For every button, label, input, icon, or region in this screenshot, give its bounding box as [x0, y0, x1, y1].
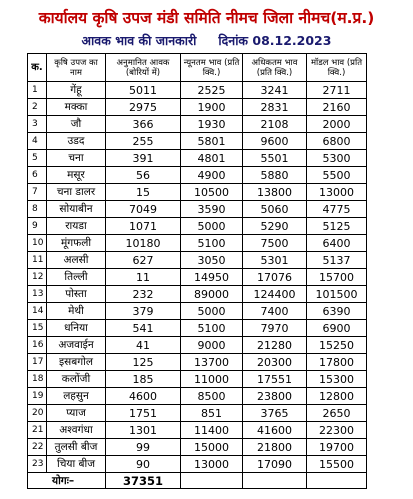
min-price-cell: 5100 [181, 320, 243, 337]
commodity-name-cell: चना [47, 150, 106, 167]
total-label: योगः– [28, 473, 106, 489]
modal-price-cell: 15300 [307, 371, 367, 388]
commodity-name-cell: मक्का [47, 99, 106, 116]
serial-cell: 13 [28, 286, 47, 303]
arrival-cell: 99 [106, 439, 181, 456]
modal-price-cell: 12800 [307, 388, 367, 405]
modal-price-cell: 22300 [307, 422, 367, 439]
min-price-cell: 10500 [181, 184, 243, 201]
min-price-cell: 8500 [181, 388, 243, 405]
total-empty-cell [181, 473, 243, 489]
arrival-cell: 627 [106, 252, 181, 269]
arrival-cell: 366 [106, 116, 181, 133]
arrival-cell: 41 [106, 337, 181, 354]
commodity-name-cell: अजवाईन [47, 337, 106, 354]
arrival-cell: 56 [106, 167, 181, 184]
table-row [28, 320, 367, 337]
arrival-cell: 90 [106, 456, 181, 473]
table-row [28, 218, 367, 235]
commodity-name-cell: तिल्ली [47, 269, 106, 286]
max-price-cell: 7400 [243, 303, 307, 320]
serial-cell: 14 [28, 303, 47, 320]
max-price-cell: 5290 [243, 218, 307, 235]
commodity-name-cell: लहसुन [47, 388, 106, 405]
min-price-cell: 11400 [181, 422, 243, 439]
min-price-cell: 11000 [181, 371, 243, 388]
modal-price-cell: 5125 [307, 218, 367, 235]
arrival-cell: 125 [106, 354, 181, 371]
arrival-cell: 5011 [106, 82, 181, 99]
modal-price-cell: 2000 [307, 116, 367, 133]
serial-cell: 3 [28, 116, 47, 133]
min-price-cell: 14950 [181, 269, 243, 286]
min-price-cell: 1900 [181, 99, 243, 116]
max-price-cell: 5301 [243, 252, 307, 269]
min-price-cell: 13000 [181, 456, 243, 473]
serial-cell: 23 [28, 456, 47, 473]
commodity-name-cell: अलसी [47, 252, 106, 269]
min-price-cell: 3590 [181, 201, 243, 218]
table-body [28, 82, 367, 473]
column-header-serial: क. [28, 54, 47, 82]
arrival-cell: 1751 [106, 405, 181, 422]
table-row [28, 422, 367, 439]
modal-price-cell: 5500 [307, 167, 367, 184]
table-row [28, 167, 367, 184]
max-price-cell: 2108 [243, 116, 307, 133]
modal-price-cell: 2711 [307, 82, 367, 99]
commodity-name-cell: धनिया [47, 320, 106, 337]
report-date: दिनांक 08.12.2023 [218, 33, 332, 48]
min-price-cell: 5100 [181, 235, 243, 252]
commodity-name-cell: रायडा [47, 218, 106, 235]
max-price-cell: 21800 [243, 439, 307, 456]
commodity-name-cell: इसबगोल [47, 354, 106, 371]
min-price-cell: 13700 [181, 354, 243, 371]
serial-cell: 22 [28, 439, 47, 456]
arrival-cell: 391 [106, 150, 181, 167]
min-price-cell: 1930 [181, 116, 243, 133]
serial-cell: 2 [28, 99, 47, 116]
modal-price-cell: 17800 [307, 354, 367, 371]
table-row [28, 303, 367, 320]
modal-price-cell: 2160 [307, 99, 367, 116]
max-price-cell: 5501 [243, 150, 307, 167]
modal-price-cell: 101500 [307, 286, 367, 303]
max-price-cell: 17551 [243, 371, 307, 388]
table-row [28, 99, 367, 116]
arrival-cell: 185 [106, 371, 181, 388]
serial-cell: 4 [28, 133, 47, 150]
commodity-name-cell: जौ [47, 116, 106, 133]
column-header-arrival: अनुमानित आवक (बोरियों में) [106, 54, 181, 82]
serial-cell: 12 [28, 269, 47, 286]
commodity-name-cell: कलोंजी [47, 371, 106, 388]
min-price-cell: 2525 [181, 82, 243, 99]
table-row [28, 252, 367, 269]
column-header-min-price: न्यूनतम भाव (प्रति क्वि.) [181, 54, 243, 82]
arrival-cell: 1301 [106, 422, 181, 439]
report-subtitle [0, 32, 413, 49]
serial-cell: 9 [28, 218, 47, 235]
commodity-name-cell: उडद [47, 133, 106, 150]
total-row [28, 473, 367, 489]
commodity-name-cell: गेंहू [47, 82, 106, 99]
max-price-cell: 5880 [243, 167, 307, 184]
max-price-cell: 17090 [243, 456, 307, 473]
serial-cell: 19 [28, 388, 47, 405]
serial-cell: 8 [28, 201, 47, 218]
max-price-cell: 20300 [243, 354, 307, 371]
serial-cell: 5 [28, 150, 47, 167]
commodity-name-cell: चिया बीज [47, 456, 106, 473]
modal-price-cell: 13000 [307, 184, 367, 201]
serial-cell: 21 [28, 422, 47, 439]
min-price-cell: 15000 [181, 439, 243, 456]
commodity-name-cell: अश्वगंधा [47, 422, 106, 439]
commodity-name-cell: चना डालर [47, 184, 106, 201]
min-price-cell: 89000 [181, 286, 243, 303]
table-row [28, 201, 367, 218]
modal-price-cell: 19700 [307, 439, 367, 456]
max-price-cell: 5060 [243, 201, 307, 218]
serial-cell: 18 [28, 371, 47, 388]
page-title: कार्यालय कृषि उपज मंडी समिति नीमच जिला नीमच(म.प्र.) [38, 9, 375, 27]
table-row [28, 82, 367, 99]
max-price-cell: 9600 [243, 133, 307, 150]
min-price-cell: 4900 [181, 167, 243, 184]
max-price-cell: 3765 [243, 405, 307, 422]
table-row [28, 286, 367, 303]
column-header-modal-price: मॉडल भाव (प्रति क्वि.) [307, 54, 367, 82]
commodity-name-cell: तुलसी बीज [47, 439, 106, 456]
max-price-cell: 3241 [243, 82, 307, 99]
serial-cell: 15 [28, 320, 47, 337]
min-price-cell: 3050 [181, 252, 243, 269]
table-row [28, 388, 367, 405]
serial-cell: 20 [28, 405, 47, 422]
serial-cell: 16 [28, 337, 47, 354]
arrival-cell: 2975 [106, 99, 181, 116]
mandi-rates-table [27, 53, 367, 489]
table-row [28, 184, 367, 201]
modal-price-cell: 4775 [307, 201, 367, 218]
report-heading: आवक भाव की जानकारी [81, 33, 197, 48]
table-row [28, 439, 367, 456]
min-price-cell: 851 [181, 405, 243, 422]
min-price-cell: 5801 [181, 133, 243, 150]
commodity-name-cell: सोयाबीन [47, 201, 106, 218]
max-price-cell: 2831 [243, 99, 307, 116]
column-header-commodity: कृषि उपज का नाम [47, 54, 106, 82]
arrival-cell: 10180 [106, 235, 181, 252]
commodity-name-cell: मेथी [47, 303, 106, 320]
serial-cell: 17 [28, 354, 47, 371]
total-arrival-value: 37351 [106, 473, 181, 489]
table-row [28, 354, 367, 371]
min-price-cell: 5000 [181, 218, 243, 235]
modal-price-cell: 15500 [307, 456, 367, 473]
table-row [28, 371, 367, 388]
table-row [28, 456, 367, 473]
table-header-row [28, 54, 367, 82]
total-empty-cell [307, 473, 367, 489]
arrival-cell: 4600 [106, 388, 181, 405]
modal-price-cell: 6390 [307, 303, 367, 320]
modal-price-cell: 6400 [307, 235, 367, 252]
arrival-cell: 15 [106, 184, 181, 201]
modal-price-cell: 6900 [307, 320, 367, 337]
max-price-cell: 7500 [243, 235, 307, 252]
commodity-name-cell: पोस्ता [47, 286, 106, 303]
modal-price-cell: 15700 [307, 269, 367, 286]
arrival-cell: 232 [106, 286, 181, 303]
max-price-cell: 124400 [243, 286, 307, 303]
serial-cell: 7 [28, 184, 47, 201]
arrival-cell: 11 [106, 269, 181, 286]
serial-cell: 6 [28, 167, 47, 184]
table-row [28, 337, 367, 354]
column-header-max-price: अधिकतम भाव (प्रति क्वि.) [243, 54, 307, 82]
table-row [28, 269, 367, 286]
commodity-name-cell: मसूर [47, 167, 106, 184]
total-empty-cell [243, 473, 307, 489]
modal-price-cell: 5137 [307, 252, 367, 269]
min-price-cell: 4801 [181, 150, 243, 167]
arrival-cell: 255 [106, 133, 181, 150]
modal-price-cell: 2650 [307, 405, 367, 422]
serial-cell: 10 [28, 235, 47, 252]
table-row [28, 133, 367, 150]
arrival-cell: 541 [106, 320, 181, 337]
arrival-cell: 7049 [106, 201, 181, 218]
commodity-name-cell: मूंगफली [47, 235, 106, 252]
modal-price-cell: 5300 [307, 150, 367, 167]
max-price-cell: 13800 [243, 184, 307, 201]
table-row [28, 235, 367, 252]
max-price-cell: 23800 [243, 388, 307, 405]
min-price-cell: 9000 [181, 337, 243, 354]
table-row [28, 405, 367, 422]
commodity-name-cell: प्याज [47, 405, 106, 422]
arrival-cell: 379 [106, 303, 181, 320]
modal-price-cell: 6800 [307, 133, 367, 150]
max-price-cell: 21280 [243, 337, 307, 354]
max-price-cell: 41600 [243, 422, 307, 439]
table-row [28, 116, 367, 133]
serial-cell: 11 [28, 252, 47, 269]
min-price-cell: 5000 [181, 303, 243, 320]
max-price-cell: 7970 [243, 320, 307, 337]
serial-cell: 1 [28, 82, 47, 99]
modal-price-cell: 15250 [307, 337, 367, 354]
arrival-cell: 1071 [106, 218, 181, 235]
table-row [28, 150, 367, 167]
max-price-cell: 17076 [243, 269, 307, 286]
